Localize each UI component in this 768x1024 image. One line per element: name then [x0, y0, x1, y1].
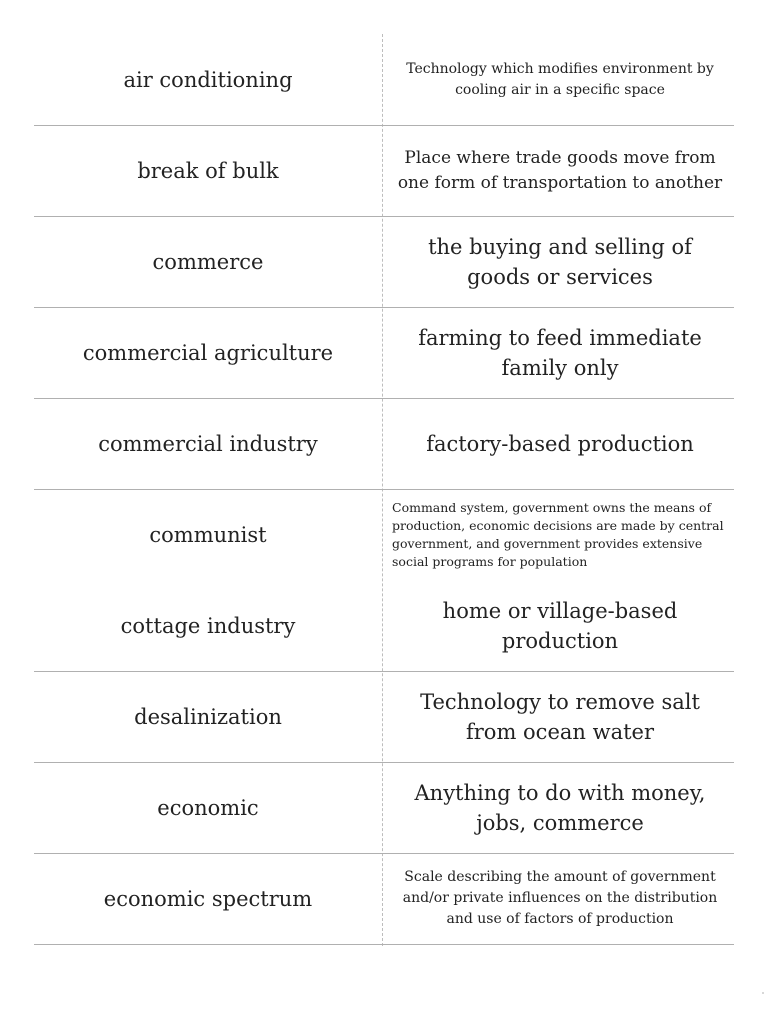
card-definition: the buying and selling of goods or services: [428, 234, 692, 289]
card-definition: Command system, government owns the means of production, economic decisions are made by central government, and government provides extensive social programs for population: [392, 500, 724, 569]
card-definition: Technology which modifies environment by cooling air in a specific space: [406, 60, 714, 98]
card-definition: farming to feed immediate family only: [418, 325, 702, 380]
card-definition: home or village-based production: [442, 598, 678, 653]
flashcard-row: [34, 125, 734, 217]
card-definition: Technology to remove salt from ocean water: [420, 689, 700, 744]
card-definition: Scale describing the amount of government and/or private influences on the distribution and use of factors of production: [402, 869, 718, 927]
card-term: cottage industry: [120, 613, 296, 638]
card-term: economic: [157, 795, 259, 820]
card-definition: factory-based production: [426, 431, 694, 456]
flashcard-row: [34, 216, 734, 308]
flashcard-row: [34, 34, 734, 126]
flashcard-row: [34, 307, 734, 399]
card-definition: Anything to do with money, jobs, commerce: [414, 780, 706, 835]
card-term: commercial agriculture: [82, 340, 334, 365]
flashcard-row: [34, 671, 734, 763]
card-definition: Place where trade goods move from one form of transportation to another: [397, 147, 723, 193]
card-term: commerce: [152, 249, 264, 274]
flashcard-row: [34, 580, 734, 672]
card-term: air conditioning: [123, 67, 293, 92]
card-term: commercial industry: [98, 431, 318, 456]
card-term: communist: [149, 522, 267, 547]
card-term: break of bulk: [137, 158, 279, 183]
flashcard-sheet: [34, 34, 734, 946]
flashcard-row: [34, 853, 734, 945]
card-term: economic spectrum: [103, 886, 313, 911]
card-term: desalinization: [134, 704, 282, 729]
flashcard-row: [34, 762, 734, 854]
page-mark: [762, 992, 764, 994]
flashcard-row: [34, 398, 734, 490]
flashcard-row: [34, 489, 734, 580]
